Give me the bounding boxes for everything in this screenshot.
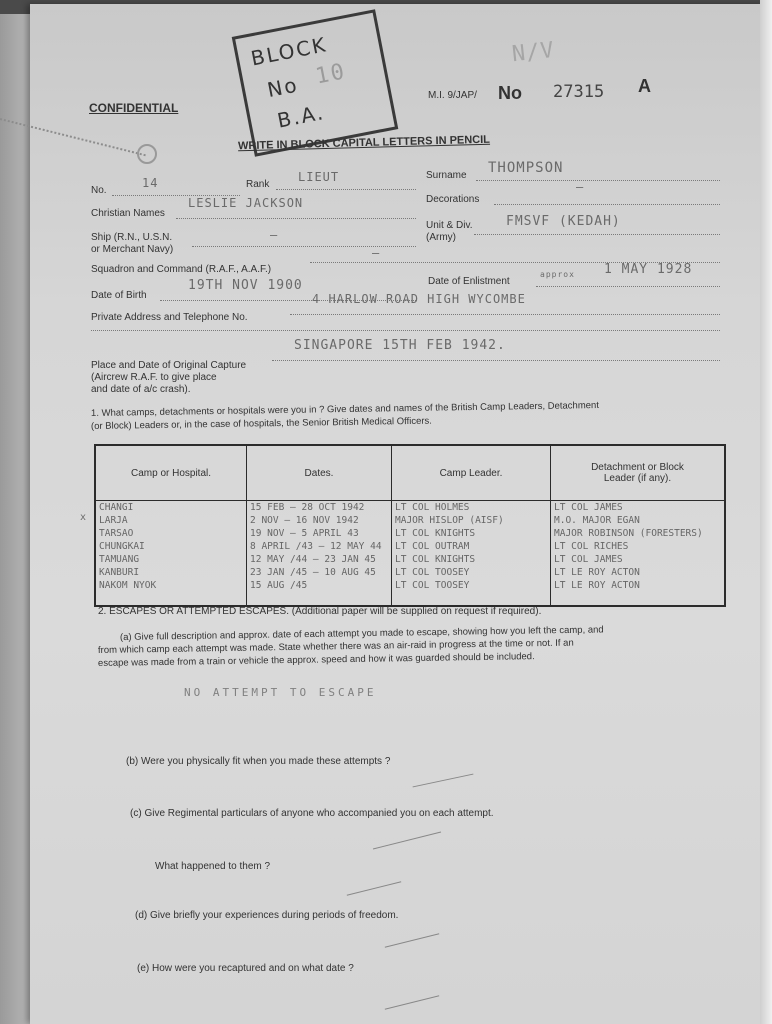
dob-value[interactable]: 19TH NOV 1900 [188,278,303,293]
question-2a-text-2: from which camp each attempt was made. State whether there was an air-raid in progress at the time or not. If an [97,637,574,656]
capture-label: Place and Date of Original Capture [91,360,247,371]
unit-line [474,234,720,235]
unit-label-2: (Army) [426,232,456,243]
leader-entry: LT COL HOLMES [395,502,470,513]
enlistment-line [536,286,720,287]
detachment-entry: M.O. MAJOR EGAN [554,515,640,526]
leader-entry: LT COL OUTRAM [395,541,470,552]
detachment-entry: LT COL JAMES [554,502,623,513]
question-2d-text: (d) Give briefly your experiences during periods of freedom. [135,910,399,921]
christian-names-value[interactable]: LESLIE JACKSON [188,196,304,210]
camp-entry: LARJA [99,515,128,526]
no-value[interactable]: 14 [142,176,159,190]
leader-entry: LT COL KNIGHTS [395,528,476,539]
ship-label-2: or Merchant Navy) [91,244,174,255]
address-line [290,314,720,315]
detachment-entry: MAJOR ROBINSON (FORESTERS) [554,528,703,539]
ship-label: Ship (R.N., U.S.N. [91,232,173,243]
question-2c-followup: What happened to them ? [155,861,271,872]
camp-entry: CHUNGKAI [99,541,145,552]
decorations-label: Decorations [426,194,480,205]
leader-entry: LT COL TOOSEY [395,567,470,578]
enlistment-value[interactable]: 1 MAY 1928 [604,262,693,277]
stamp-line-2: No [265,72,301,102]
enlistment-label: Date of Enlistment [428,276,510,287]
camp-entry: TAMUANG [99,554,140,565]
capture-label-3: and date of a/c crash). [91,384,191,395]
decorations-value[interactable]: — [576,180,585,194]
ship-line [192,246,416,247]
dob-label: Date of Birth [91,290,147,301]
table-row [95,501,725,607]
detachment-column [551,501,726,607]
number-label: No [498,83,522,103]
camp-entry: TARSAO [99,528,134,539]
surname-value[interactable]: THOMPSON [488,160,564,176]
punch-hole [137,144,157,164]
surname-label: Surname [426,170,467,181]
squadron-value[interactable]: — [372,246,381,260]
detachment-entry: LT LE ROY ACTON [554,567,640,578]
camps-column [95,501,247,607]
capture-line [272,360,720,361]
address-label: Private Address and Telephone No. [91,312,248,323]
detachment-entry: LT COL JAMES [554,554,623,565]
decorations-line [494,204,720,205]
rank-label: Rank [246,179,270,190]
camp-entry: NAKOM NYOK [99,580,157,591]
question-2a-text: (a) Give full description and approx. date of each attempt you made to escape, showing how you left the camp, and [119,624,604,643]
detachment-entry: LT LE ROY ACTON [554,580,640,591]
capture-label-2: (Aircrew R.A.F. to give place [91,372,217,383]
date-entry: 15 AUG /45 [250,580,308,591]
date-entry: 2 NOV – 16 NOV 1942 [250,515,359,526]
leader-entry: LT COL KNIGHTS [395,554,476,565]
question-2-heading: 2. ESCAPES OR ATTEMPTED ESCAPES. (Additional paper will be supplied on request if required). [98,606,542,617]
christian-names-label: Christian Names [91,208,165,219]
leader-entry: MAJOR HISLOP (AISF) [395,515,504,526]
rank-value[interactable]: LIEUT [298,170,340,184]
next-page-edge [760,0,772,1024]
address-value[interactable]: 4 HARLOW ROAD HIGH WYCOMBE [312,292,526,306]
camps-table [94,444,726,607]
rank-line [276,189,416,190]
header-dates: Dates. [247,445,392,501]
pencil-annotation: N/V [510,37,556,68]
confidential-label: CONFIDENTIAL [89,101,179,115]
leader-entry: LT COL TOOSEY [395,580,470,591]
ship-value[interactable]: — [270,228,279,242]
date-entry: 12 MAY /44 – 23 JAN 45 [250,554,376,565]
christian-names-line [176,218,416,219]
camp-entry: KANBURI [99,567,140,578]
stamp-number: 10 [313,59,349,90]
enlistment-approx: approx [540,270,575,279]
header-camp: Camp or Hospital. [95,445,247,501]
question-1-text-2: (or Block) Leaders or, in the case of hospitals, the Senior British Medical Officers. [90,415,432,432]
question-2a-text-3: escape was made from a train or vehicle the approx. speed and how it was guarded should be included. [97,651,535,669]
question-2e-text: (e) How were you recaptured and on what date ? [137,963,354,974]
surname-line [476,180,720,181]
dates-column [247,501,392,607]
header-camp-leader: Camp Leader. [392,445,551,501]
capture-value[interactable]: SINGAPORE 15TH FEB 1942. [294,338,506,353]
header-detachment-leader [551,445,726,501]
question-1-text: 1. What camps, detachments or hospitals were you in ? Give dates and names of the British Camp Leaders, Detachment [90,400,600,419]
form-suffix: A [638,76,651,96]
unit-label: Unit & Div. [426,220,473,231]
question-2a-answer[interactable]: NO ATTEMPT TO ESCAPE [184,686,377,699]
stamp-line-3: B.A. [275,99,327,133]
unit-value[interactable]: FMSVF (KEDAH) [506,214,621,229]
form-number: 27315 [553,82,605,102]
date-entry: 19 NOV – 5 APRIL 43 [250,528,359,539]
form-code: M.I. 9/JAP/ [428,90,477,101]
date-entry: 8 APRIL /43 – 12 MAY 44 [250,541,382,552]
question-2b-text: (b) Were you physically fit when you made these attempts ? [126,756,391,767]
header-detachment-line-1: Detachment or Block [591,462,684,473]
date-entry: 23 JAN /45 – 10 AUG 45 [250,567,376,578]
margin-mark: x [80,512,88,523]
detachment-entry: LT COL RICHES [554,541,629,552]
table-header-row [95,445,725,501]
stamp-line-1: BLOCK [248,32,330,71]
camp-entry: CHANGI [99,502,134,513]
no-label: No. [91,185,107,196]
leaders-column [392,501,551,607]
instruction-heading: WRITE IN BLOCK CAPITAL LETTERS IN PENCIL [237,133,491,153]
question-2c-text: (c) Give Regimental particulars of anyone who accompanied you on each attempt. [130,808,494,819]
date-entry: 15 FEB – 28 OCT 1942 [250,502,365,513]
header-detachment-line-2: Leader (if any). [603,473,672,484]
squadron-label: Squadron and Command (R.A.F., A.A.F.) [91,264,272,275]
address-line-2 [91,330,720,331]
